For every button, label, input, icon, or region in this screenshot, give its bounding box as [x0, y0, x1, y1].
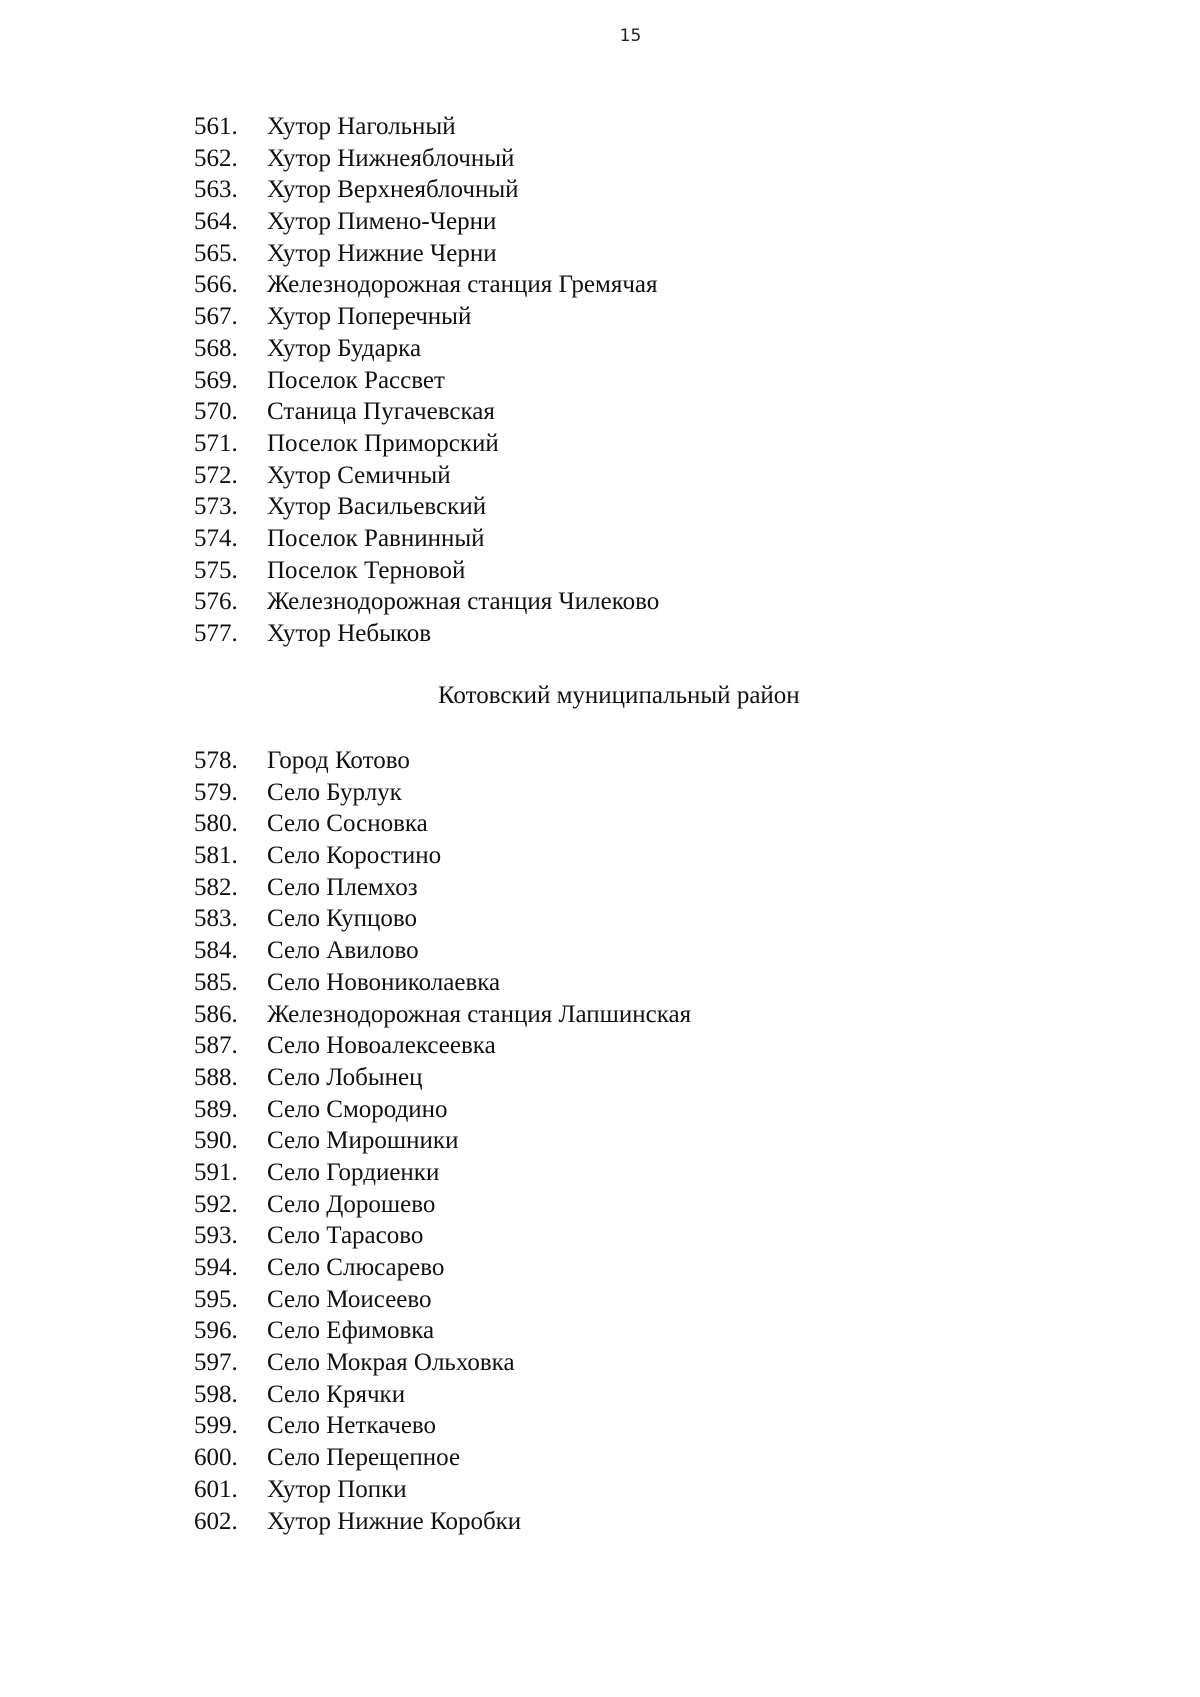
item-number: 596. [194, 1317, 238, 1345]
item-number: 582. [194, 873, 238, 901]
item-number: 592. [194, 1190, 238, 1218]
item-name: Хутор Васильевский [267, 493, 487, 521]
item-number: 579. [194, 778, 238, 806]
item-name: Село Сосновка [267, 810, 428, 838]
item-name: Железнодорожная станция Чилеково [267, 588, 660, 616]
item-name: Город Котово [267, 747, 410, 774]
item-number: 567. [194, 303, 238, 331]
item-name: Хутор Пимено-Черни [267, 208, 497, 236]
item-name: Село Купцово [267, 905, 417, 933]
item-name: Село Смородино [267, 1095, 448, 1123]
item-number: 573. [194, 493, 238, 521]
item-number: 586. [194, 1000, 238, 1028]
item-number: 602. [194, 1507, 238, 1535]
item-number: 588. [194, 1063, 238, 1091]
item-name: Станица Пугачевская [267, 398, 495, 426]
item-name: Село Тарасово [267, 1222, 424, 1250]
item-number: 569. [194, 366, 238, 394]
item-number: 571. [194, 429, 238, 457]
item-name: Село Неткачево [267, 1412, 437, 1440]
item-name: Село Новоалексеевка [267, 1032, 496, 1060]
page-number: 15 [619, 26, 642, 46]
item-number: 577. [194, 620, 238, 647]
item-number: 565. [194, 239, 238, 267]
item-number: 585. [194, 968, 238, 996]
item-name: Железнодорожная станция Гремячая [267, 271, 658, 299]
item-name: Хутор Поперечный [267, 303, 472, 331]
item-number: 600. [194, 1444, 238, 1472]
item-name: Село Слюсарево [267, 1254, 445, 1281]
item-number: 580. [194, 810, 238, 838]
item-number: 583. [194, 905, 238, 933]
item-name: Хутор Небыков [267, 620, 432, 647]
item-number: 601. [194, 1475, 238, 1503]
item-name: Поселок Терновой [267, 556, 466, 584]
section-heading: Котовский муниципальный район [438, 682, 800, 709]
item-name: Хутор Семичный [267, 461, 451, 489]
item-name: Село Ефимовка [267, 1317, 435, 1345]
item-name: Поселок Равнинный [267, 524, 485, 552]
item-number: 564. [194, 208, 238, 236]
item-name: Село Мирошники [267, 1127, 459, 1155]
item-name: Хутор Нагольный [267, 113, 456, 140]
item-name: Село Перещепное [267, 1444, 461, 1472]
item-number: 594. [194, 1254, 238, 1281]
item-name: Село Дорошево [267, 1190, 436, 1218]
item-name: Хутор Нижнеяблочный [267, 144, 515, 172]
item-number: 568. [194, 334, 238, 362]
item-name: Хутор Нижние Коробки [267, 1507, 522, 1535]
item-name: Хутор Попки [267, 1475, 407, 1503]
item-name: Село Бурлук [267, 778, 402, 806]
item-name: Хутор Бударка [267, 334, 422, 362]
item-name: Село Крячки [267, 1380, 406, 1408]
item-number: 584. [194, 937, 238, 965]
item-name: Хутор Верхнеяблочный [267, 176, 519, 204]
item-number: 599. [194, 1412, 238, 1440]
item-number: 587. [194, 1032, 238, 1060]
item-number: 574. [194, 524, 238, 552]
item-number: 566. [194, 271, 238, 299]
item-name: Село Гордиенки [267, 1158, 440, 1186]
item-name: Село Племхоз [267, 873, 418, 901]
item-number: 598. [194, 1380, 238, 1408]
item-number: 581. [194, 842, 238, 870]
item-number: 572. [194, 461, 238, 489]
item-number: 593. [194, 1222, 238, 1250]
item-number: 575. [194, 556, 238, 584]
item-number: 597. [194, 1349, 238, 1377]
item-number: 576. [194, 588, 238, 616]
item-name: Село Авилово [267, 937, 419, 965]
item-name: Село Мокрая Ольховка [267, 1349, 515, 1377]
item-number: 578. [194, 747, 238, 774]
item-number: 589. [194, 1095, 238, 1123]
item-name: Село Моисеево [267, 1285, 432, 1313]
item-name: Железнодорожная станция Лапшинская [267, 1000, 692, 1028]
item-number: 563. [194, 176, 238, 204]
item-name: Хутор Нижние Черни [267, 239, 497, 267]
item-name: Село Лобынец [267, 1063, 423, 1091]
item-number: 595. [194, 1285, 238, 1313]
item-name: Поселок Приморский [267, 429, 499, 457]
item-number: 561. [194, 113, 238, 140]
item-number: 562. [194, 144, 238, 172]
item-name: Село Коростино [267, 842, 442, 870]
item-name: Село Новониколаевка [267, 968, 501, 996]
item-number: 591. [194, 1158, 238, 1186]
item-name: Поселок Рассвет [267, 366, 445, 394]
item-number: 590. [194, 1127, 238, 1155]
item-number: 570. [194, 398, 238, 426]
